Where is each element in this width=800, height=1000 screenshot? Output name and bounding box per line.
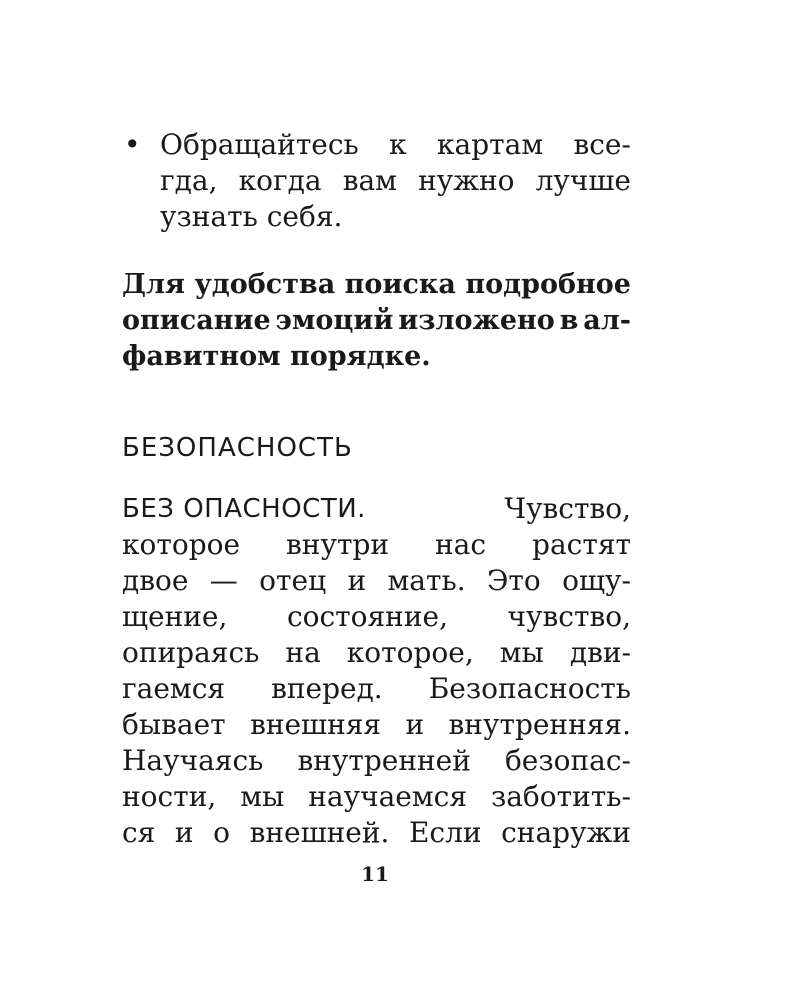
word: ся [122,816,156,849]
body-line-1 [0,491,800,527]
note-line-3 [0,339,800,375]
word: вперед. [271,672,383,705]
word: узнать себя. [160,200,343,233]
word: к [389,128,407,161]
word: поиска [344,269,456,300]
word: фавитном порядке. [122,341,431,372]
bullet-line-2 [0,163,800,199]
word: мы [499,636,544,669]
word: состояние, [286,600,448,633]
word: удобства [194,269,336,300]
word: и [174,816,194,849]
section-heading: БЕЗОПАСНОСТЬ [122,433,353,463]
word: гда, [160,164,218,197]
word: когда [238,164,322,197]
bullet-mark: • [124,128,141,161]
word: Если [408,816,482,849]
word: бывает [122,708,226,741]
word: внешней. [249,816,390,849]
page-number: 11 [361,862,389,886]
body-line-7 [0,707,800,743]
body-line-10 [0,815,800,851]
word: которое [122,528,241,561]
word: которое, [346,636,474,669]
word: эмоций [275,305,394,336]
word: внутренняя. [448,708,631,741]
word: и [347,564,367,597]
word: ности, [122,780,217,813]
body-line-2 [0,527,800,563]
word: вам [342,164,397,197]
word: и [405,708,425,741]
word: отец [259,564,327,597]
word: чувство, [507,600,631,633]
word: Чувство, [504,492,631,525]
word: на [285,636,321,669]
word: внутри [286,528,390,561]
word: Это [486,564,541,597]
bullet-line-1 [0,127,800,163]
note-line-1 [0,267,800,303]
body-line-9 [0,779,800,815]
word: щение, [122,600,228,633]
word: опираясь [122,636,260,669]
word: ощу- [562,564,631,597]
word: внутренней [297,744,471,777]
word: внешняя [250,708,382,741]
word: нас [435,528,487,561]
word: изложено [398,305,555,336]
word: Для [122,269,185,300]
word: в [559,305,579,336]
word: снаружи [501,816,631,849]
body-line-8 [0,743,800,779]
word: Научаясь [122,744,264,777]
note-line-2 [0,303,800,339]
word: все- [573,128,631,161]
word: подробное [465,269,631,300]
body-line-5 [0,635,800,671]
lead-term: БЕЗ ОПАСНОСТИ. [122,494,366,524]
word: дви- [569,636,631,669]
word: заботить- [490,780,631,813]
word: — [209,564,238,597]
body-line-6 [0,671,800,707]
word: растят [532,528,631,561]
word: мать. [387,564,466,597]
word: гаемся [122,672,226,705]
body-line-3 [0,563,800,599]
word: безопас- [504,744,631,777]
word: о [213,816,231,849]
word: двое [122,564,189,597]
word: Обращайтесь [160,128,359,161]
word: мы [240,780,285,813]
body-line-4 [0,599,800,635]
word: ал- [583,305,631,336]
bullet-line-3 [0,199,800,235]
word: нужно [418,164,515,197]
word: Безопасность [428,672,631,705]
word: описание [122,305,271,336]
word: научаемся [308,780,467,813]
word: картам [437,128,544,161]
word: лучше [535,164,631,197]
